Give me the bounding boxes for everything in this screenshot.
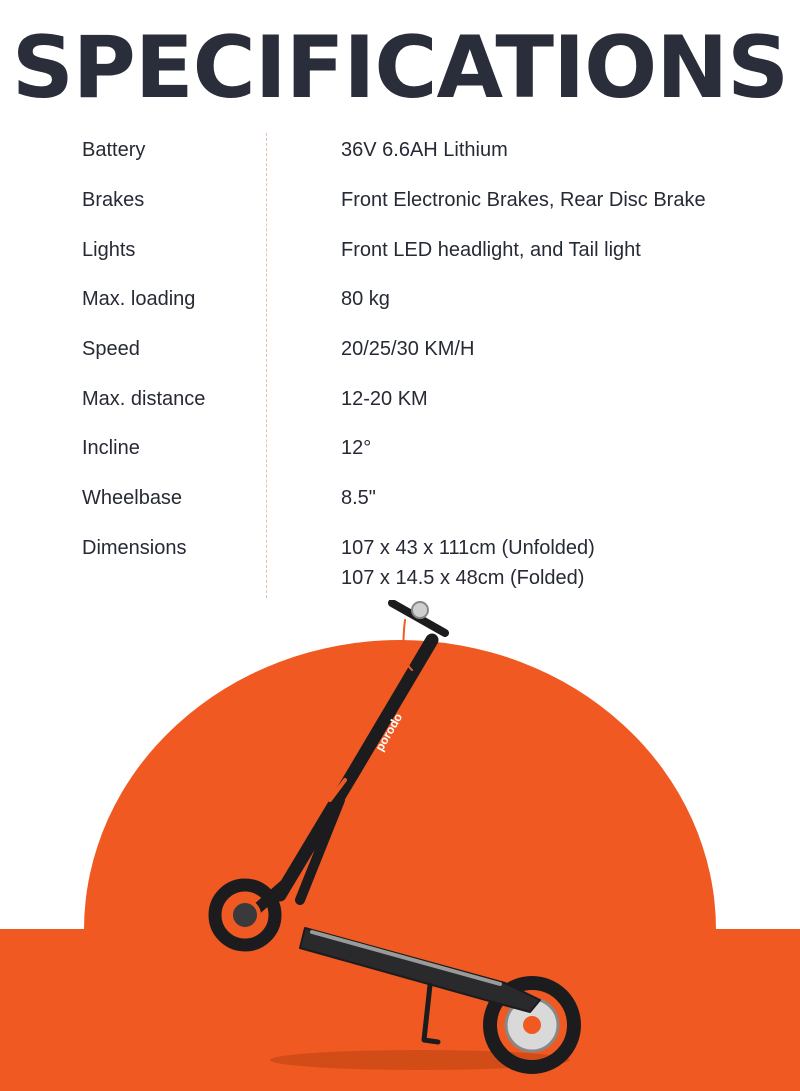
brand-logo: porodo: [372, 710, 406, 754]
spec-value: Front LED headlight, and Tail light: [341, 239, 641, 261]
spec-label: Wheelbase: [82, 487, 183, 509]
spec-value-secondary: 107 x 14.5 x 48cm (Folded): [341, 567, 585, 589]
spec-value: 20/25/30 KM/H: [341, 338, 475, 360]
spec-label: Max. distance: [82, 388, 206, 410]
column-divider: [266, 133, 267, 598]
spec-label: Lights: [82, 239, 136, 261]
spec-label: Max. loading: [82, 288, 196, 310]
spec-label: Brakes: [82, 189, 145, 211]
spec-label: Battery: [82, 139, 146, 161]
spec-label: Dimensions: [82, 537, 187, 559]
hero-illustration: [0, 600, 800, 1091]
spec-value: 80 kg: [341, 288, 390, 310]
spec-value: Front Electronic Brakes, Rear Disc Brake: [341, 189, 706, 211]
spec-value: 12°: [341, 437, 372, 459]
spec-label: Speed: [82, 338, 140, 360]
spec-value: 12-20 KM: [341, 388, 428, 410]
spec-label: Incline: [82, 437, 140, 459]
page-title: SPECIFICATIONS: [11, 18, 789, 118]
product-hero: [0, 600, 800, 1091]
spec-value: 8.5": [341, 487, 376, 509]
spec-value: 107 x 43 x 111cm (Unfolded): [341, 537, 595, 559]
spec-value: 36V 6.6AH Lithium: [341, 139, 508, 161]
